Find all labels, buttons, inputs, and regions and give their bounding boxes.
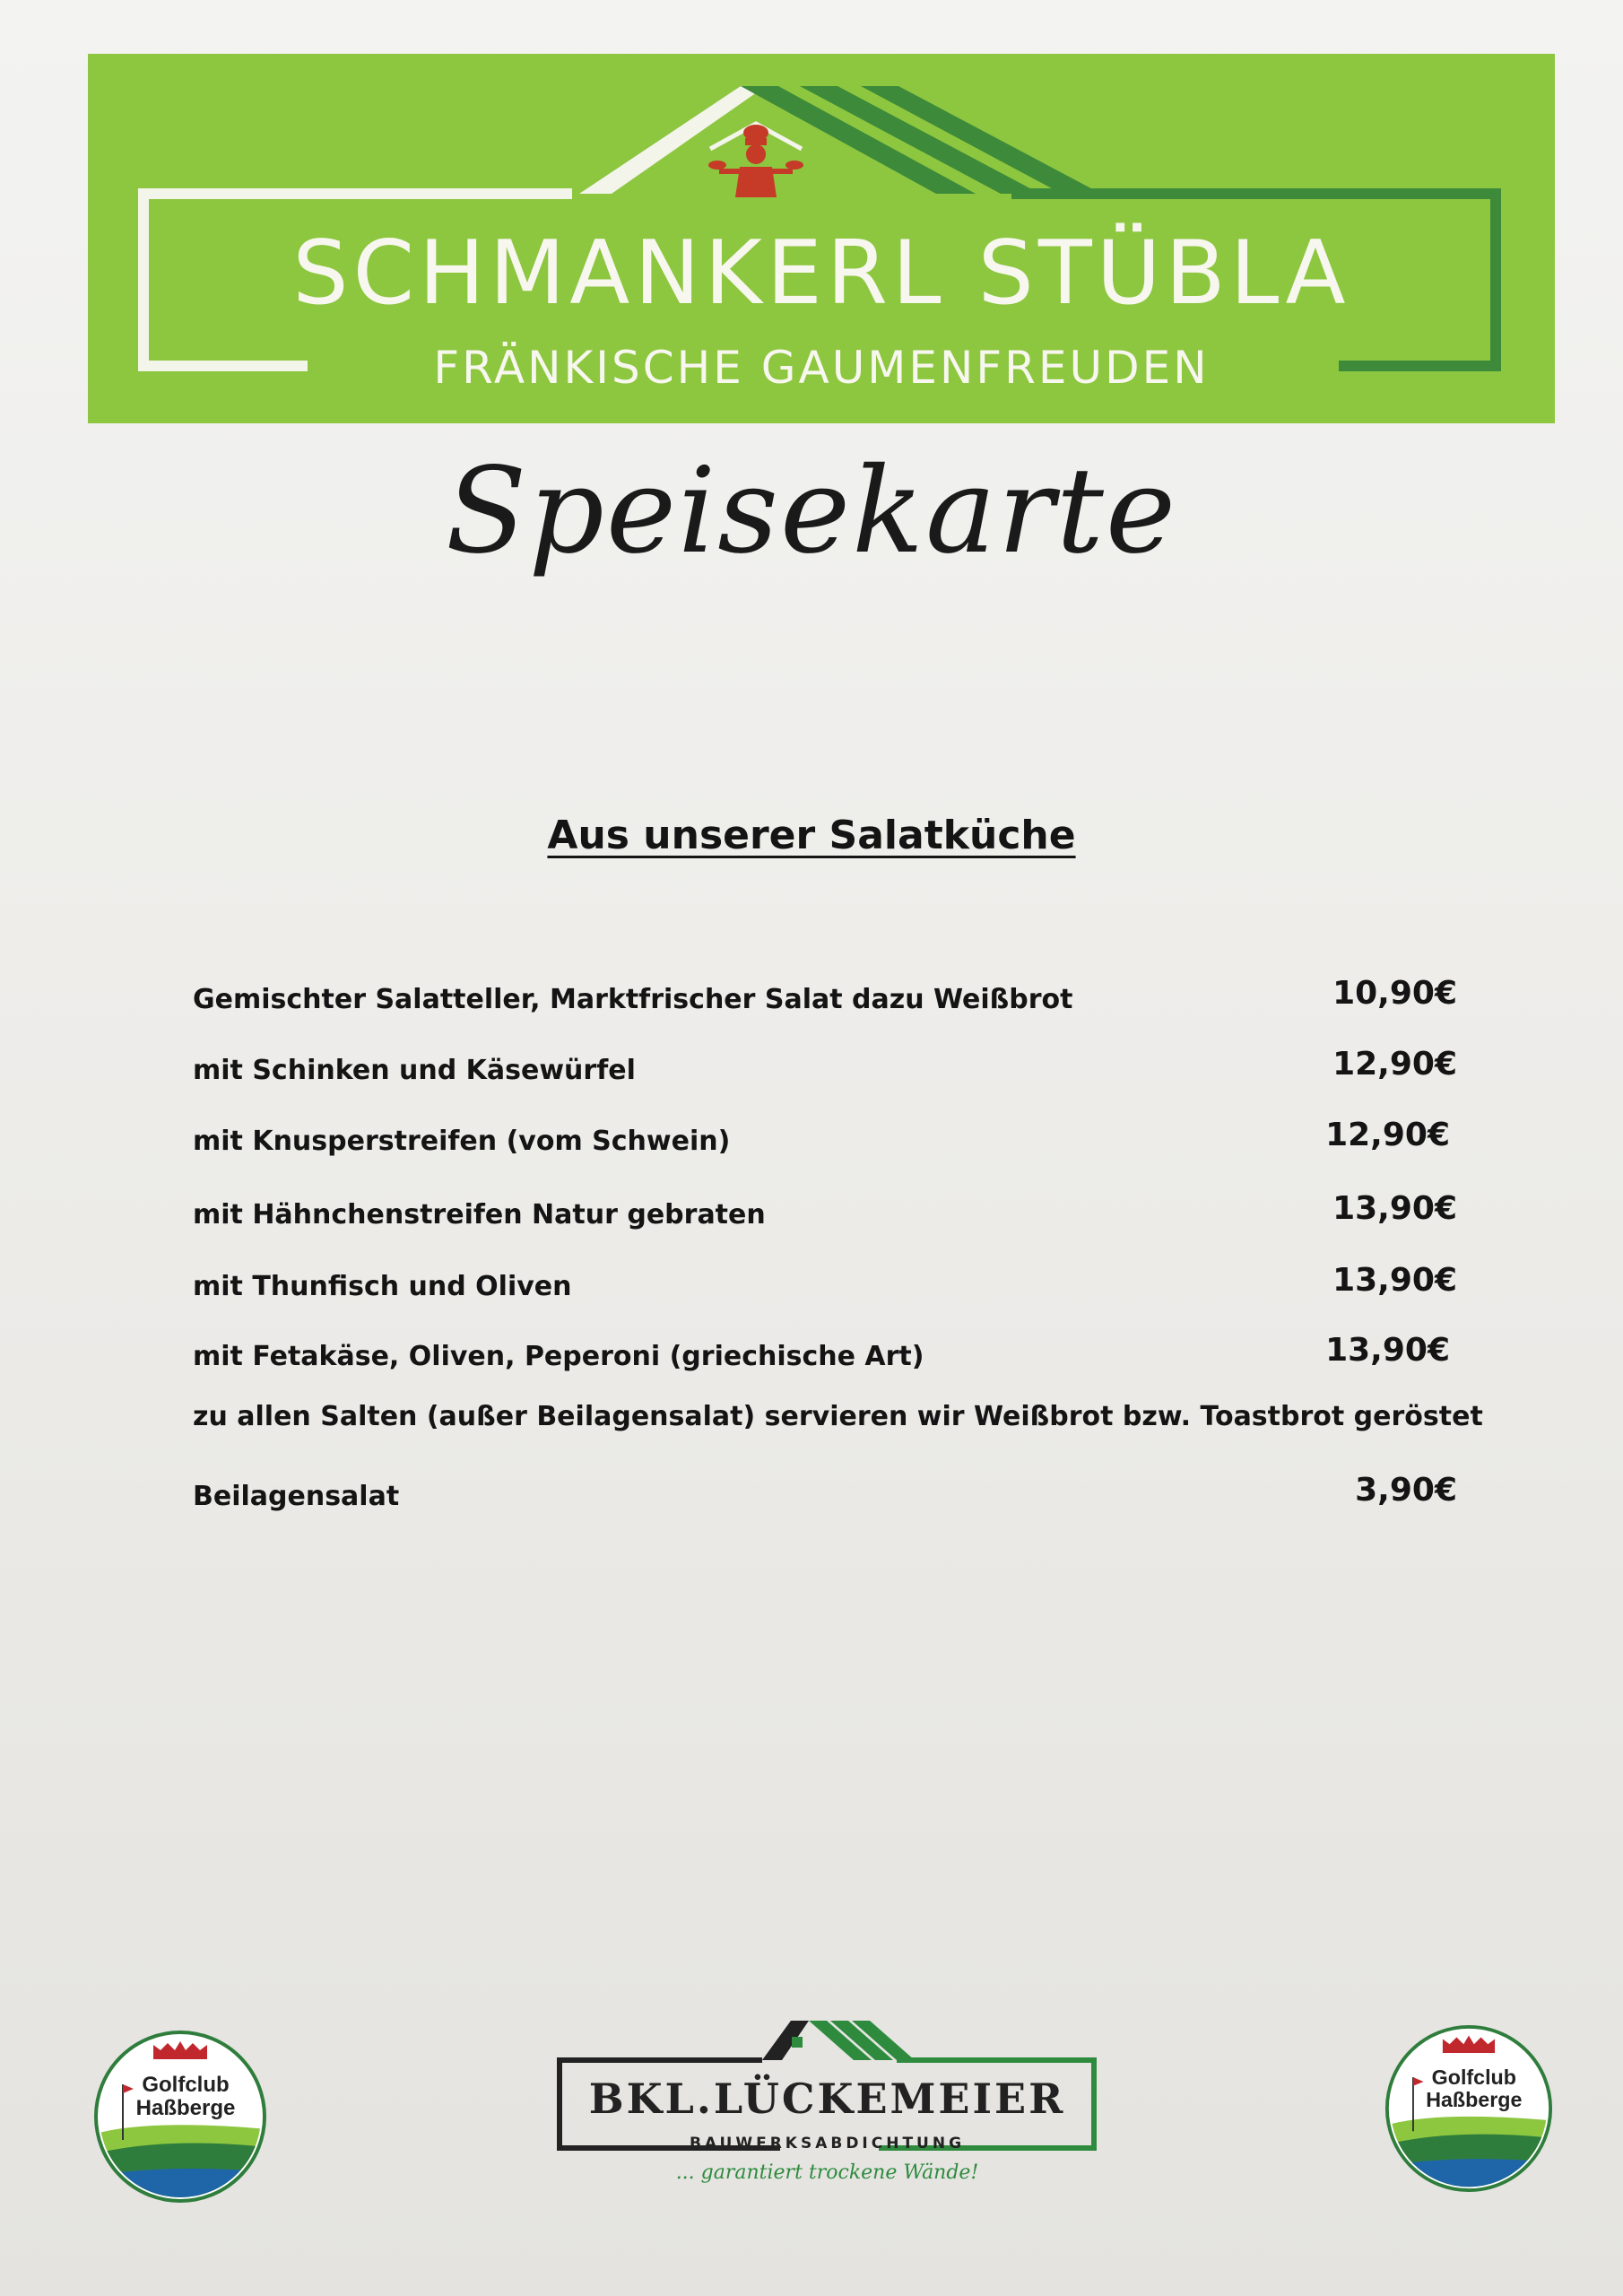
menu-item <box>193 1317 1457 1370</box>
menu-item-name: mit Thunfisch und Oliven <box>193 1271 572 1302</box>
menu-item-price: 12,90€ <box>1332 1046 1457 1083</box>
chef-icon <box>708 125 803 197</box>
menu-item-price: 3,90€ <box>1355 1472 1457 1509</box>
golfclub-logo-left <box>92 2029 268 2205</box>
section-title-text: Aus unserer Salatküche <box>547 813 1076 858</box>
svg-text:Haßberge: Haßberge <box>1426 2088 1523 2112</box>
bread-note: zu allen Salten (außer Beilagensalat) servieren wir Weißbrot bzw. Toastbrot geröstet <box>193 1401 1483 1432</box>
menu-item-price: 13,90€ <box>1332 1262 1457 1299</box>
menu-item-name: Beilagensalat <box>193 1481 400 1512</box>
menu-item-name: mit Knusperstreifen (vom Schwein) <box>193 1126 731 1157</box>
menu-item-side-salad <box>193 1457 1457 1510</box>
menu-item-name: mit Fetakäse, Oliven, Peperoni (griechische Art) <box>193 1341 924 1372</box>
menu-item <box>193 1101 1457 1155</box>
menu-title: Speisekarte <box>445 442 1178 580</box>
sponsor-subtitle: BAUWERKSABDICHTUNG <box>689 2135 966 2152</box>
sponsor-slogan: ... garantiert trockene Wände! <box>675 2161 979 2184</box>
sponsor-logo <box>556 2013 1098 2197</box>
menu-item-name: mit Schinken und Käsewürfel <box>193 1055 636 1086</box>
menu-item <box>193 1247 1457 1300</box>
golf-logo-text: Golfclub <box>142 2073 230 2097</box>
brand-name: SCHMANKERL STÜBLA <box>292 222 1350 325</box>
menu-item <box>193 1175 1457 1229</box>
golfclub-logo-right <box>1384 2023 1554 2194</box>
menu-item <box>193 1031 1457 1084</box>
menu-item <box>193 960 1457 1013</box>
brand-banner <box>88 54 1555 423</box>
menu-item-price: 13,90€ <box>1332 1190 1457 1227</box>
svg-text:Haßberge: Haßberge <box>135 2096 236 2120</box>
menu-item-price: 12,90€ <box>1325 1117 1450 1153</box>
menu-item-name: Gemischter Salatteller, Marktfrischer Salat dazu Weißbrot <box>193 984 1073 1015</box>
svg-text:Golfclub: Golfclub <box>1431 2065 1516 2089</box>
section-title <box>0 813 1623 858</box>
menu-item-price: 10,90€ <box>1332 975 1457 1012</box>
sponsor-name: BKL.LÜCKEMEIER <box>588 2074 1066 2123</box>
brand-tagline: FRÄNKISCHE GAUMENFREUDEN <box>433 342 1210 394</box>
menu-item-price: 13,90€ <box>1325 1332 1450 1369</box>
menu-item-name: mit Hähnchenstreifen Natur gebraten <box>193 1199 766 1231</box>
